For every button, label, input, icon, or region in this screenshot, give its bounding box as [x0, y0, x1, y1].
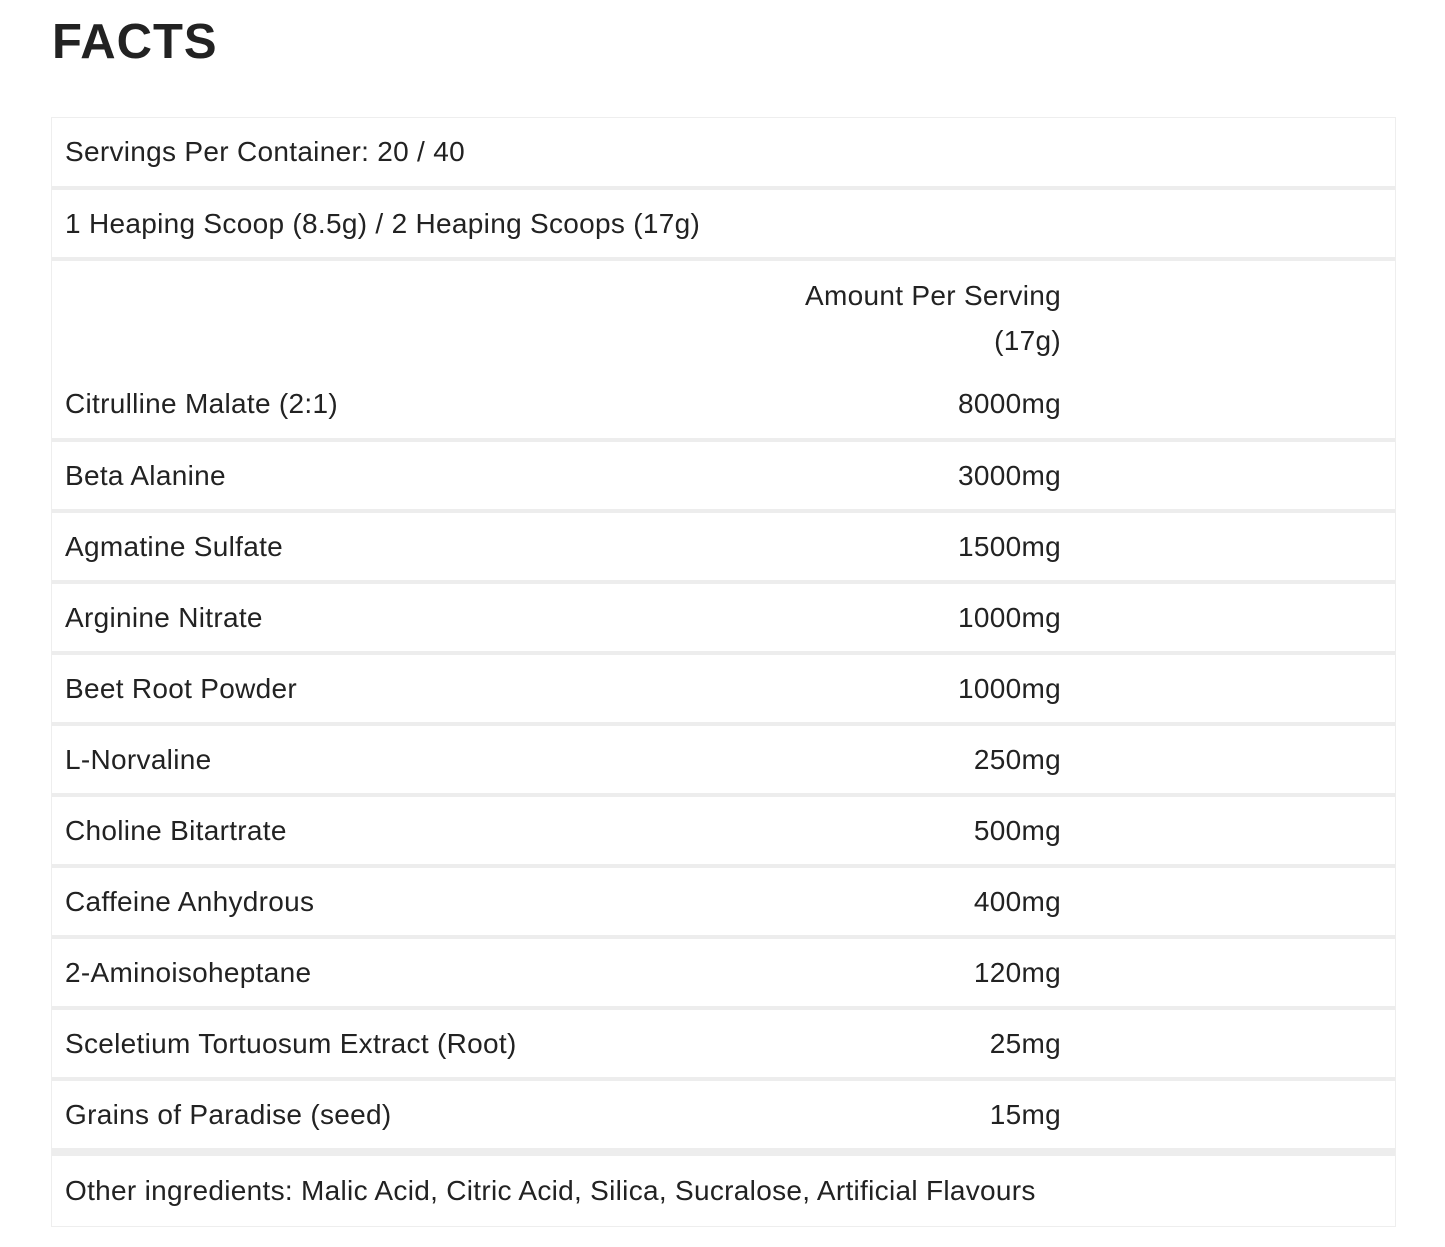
other-ingredients: Other ingredients: Malic Acid, Citric Acid, Silica, Sucralose, Artificial Flavours: [65, 1175, 1036, 1206]
ingredient-name: Citrulline Malate (2:1): [65, 388, 338, 419]
ingredient-amount: 250mg: [973, 743, 1061, 775]
ingredient-amount: 1500mg: [958, 530, 1061, 562]
servings-per-container: Servings Per Container: 20 / 40: [65, 136, 465, 167]
ingredient-name: Choline Bitartrate: [65, 814, 287, 846]
ingredient-list: [52, 370, 1395, 1148]
ingredient-row: [52, 722, 1395, 793]
ingredient-name: Beta Alanine: [65, 459, 226, 491]
ingredient-row: [52, 864, 1395, 935]
ingredient-name: Agmatine Sulfate: [65, 530, 284, 562]
ingredient-name: L-Norvaline: [65, 743, 212, 775]
ingredient-row: [52, 580, 1395, 651]
ingredient-amount: 500mg: [973, 814, 1061, 846]
ingredient-amount: 1000mg: [958, 601, 1061, 633]
ingredient-row: [52, 509, 1395, 580]
ingredient-name: 2-Aminoisoheptane: [65, 956, 312, 988]
ingredient-name: Arginine Nitrate: [65, 601, 263, 633]
ingredient-row: [52, 651, 1395, 722]
ingredient-row: [52, 370, 1395, 438]
header-row: [52, 257, 1395, 370]
ingredient-amount: 1000mg: [958, 672, 1061, 704]
ingredient-name: Caffeine Anhydrous: [65, 885, 315, 917]
serving-size-row: [52, 186, 1395, 257]
ingredient-row: [52, 793, 1395, 864]
page-title: FACTS: [52, 15, 218, 69]
serving-size: 1 Heaping Scoop (8.5g) / 2 Heaping Scoops (17g): [65, 207, 701, 239]
ingredient-row: [52, 438, 1395, 509]
amount-header: Amount Per Serving (17g): [805, 280, 1061, 356]
servings-row: [52, 118, 1395, 186]
ingredient-amount: 8000mg: [958, 388, 1061, 419]
ingredient-name: Beet Root Powder: [65, 672, 298, 704]
ingredient-amount: 120mg: [973, 956, 1061, 988]
facts-table: [51, 117, 1396, 1227]
ingredient-name: Sceletium Tortuosum Extract (Root): [65, 1027, 517, 1059]
ingredient-amount: 15mg: [989, 1098, 1061, 1130]
ingredient-row: [52, 1077, 1395, 1148]
ingredient-amount: 3000mg: [958, 459, 1061, 491]
ingredient-amount: 25mg: [989, 1027, 1061, 1059]
ingredient-row: [52, 1006, 1395, 1077]
ingredient-row: [52, 935, 1395, 1006]
other-ingredients-row: [52, 1148, 1395, 1226]
ingredient-amount: 400mg: [973, 885, 1061, 917]
ingredient-name: Grains of Paradise (seed): [65, 1098, 392, 1130]
